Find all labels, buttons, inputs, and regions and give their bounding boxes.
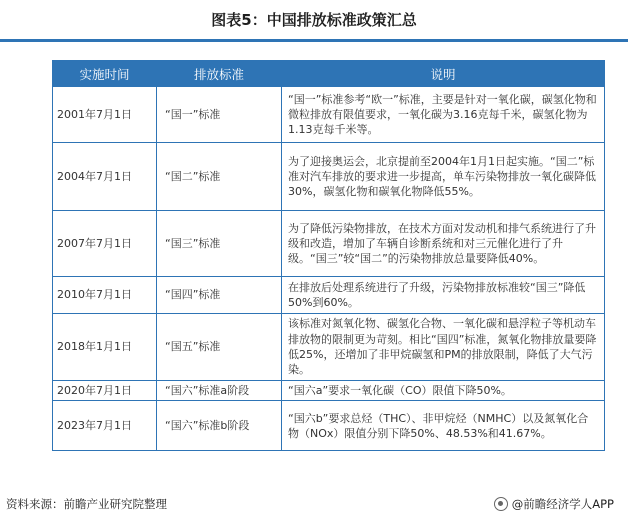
cell-description: 为了迎接奥运会，北京提前至2004年1月1日起实施。“国二”标准对汽车排放的要求进一步提高，单车污染物排放一氧化碳降低30%，碳氢化物和碳氧化物降低55%。 bbox=[282, 143, 605, 211]
cell-standard: “国四”标准 bbox=[157, 277, 282, 314]
cell-description: “国六a”要求一氧化碳（CO）限值下降50%。 bbox=[282, 381, 605, 401]
column-header-date: 实施时间 bbox=[53, 61, 157, 87]
cell-standard: “国一”标准 bbox=[157, 87, 282, 143]
cell-description: 在排放后处理系统进行了升级，污染物排放标准较“国三”降低50%到60%。 bbox=[282, 277, 605, 314]
figure-title: 图表5：中国排放标准政策汇总 bbox=[211, 11, 417, 29]
cell-date: 2023年7月1日 bbox=[53, 401, 157, 451]
cell-standard: “国二”标准 bbox=[157, 143, 282, 211]
cell-date: 2004年7月1日 bbox=[53, 143, 157, 211]
cell-date: 2001年7月1日 bbox=[53, 87, 157, 143]
cell-date: 2018年1月1日 bbox=[53, 314, 157, 381]
table-row bbox=[53, 87, 605, 143]
column-header-standard: 排放标准 bbox=[157, 61, 282, 87]
table-row bbox=[53, 143, 605, 211]
table-row bbox=[53, 211, 605, 277]
table-row bbox=[53, 381, 605, 401]
cell-date: 2010年7月1日 bbox=[53, 277, 157, 314]
cell-standard: “国六”标准b阶段 bbox=[157, 401, 282, 451]
column-header-description: 说明 bbox=[282, 61, 605, 87]
cell-date: 2020年7月1日 bbox=[53, 381, 157, 401]
title-divider bbox=[0, 39, 628, 42]
brand-credit-text: @前瞻经济学人APP bbox=[511, 497, 614, 511]
cell-standard: “国三”标准 bbox=[157, 211, 282, 277]
cell-standard: “国六”标准a阶段 bbox=[157, 381, 282, 401]
table-row bbox=[53, 401, 605, 451]
cell-standard: “国五”标准 bbox=[157, 314, 282, 381]
table-row bbox=[53, 277, 605, 314]
cell-date: 2007年7月1日 bbox=[53, 211, 157, 277]
source-note: 资料来源：前瞻产业研究院整理 bbox=[6, 497, 167, 511]
cell-description: “国六b”要求总烃（THC）、非甲烷烃（NMHC）以及氮氧化合物（NOx）限值分别下降50%、48.53%和41.67%。 bbox=[282, 401, 605, 451]
cell-description: 为了降低污染物排放，在技术方面对发动机和排气系统进行了升级和改造，增加了车辆自诊断系统和对三元催化进行了升级。“国三”较“国二”的污染物排放总量要降低40%。 bbox=[282, 211, 605, 277]
table-header-row bbox=[53, 61, 605, 87]
cell-description: 该标准对氮氧化物、碳氢化合物、一氧化碳和悬浮粒子等机动车排放物的限制更为苛刻。相比“国四”标准，氮氧化物排放量要降低25%，还增加了非甲烷碳氢和PM的排放限制，降低了大气污染。 bbox=[282, 314, 605, 381]
qianzhan-logo-icon bbox=[494, 497, 508, 511]
emission-standards-table bbox=[52, 60, 605, 451]
table-row bbox=[53, 314, 605, 381]
cell-description: “国一”标准参考“欧一”标准，主要是针对一氧化碳，碳氢化物和微粒排放有限值要求，一氧化碳为3.16克每千米，碳氢化物为1.13克每千米等。 bbox=[282, 87, 605, 143]
brand-credit bbox=[494, 494, 614, 514]
